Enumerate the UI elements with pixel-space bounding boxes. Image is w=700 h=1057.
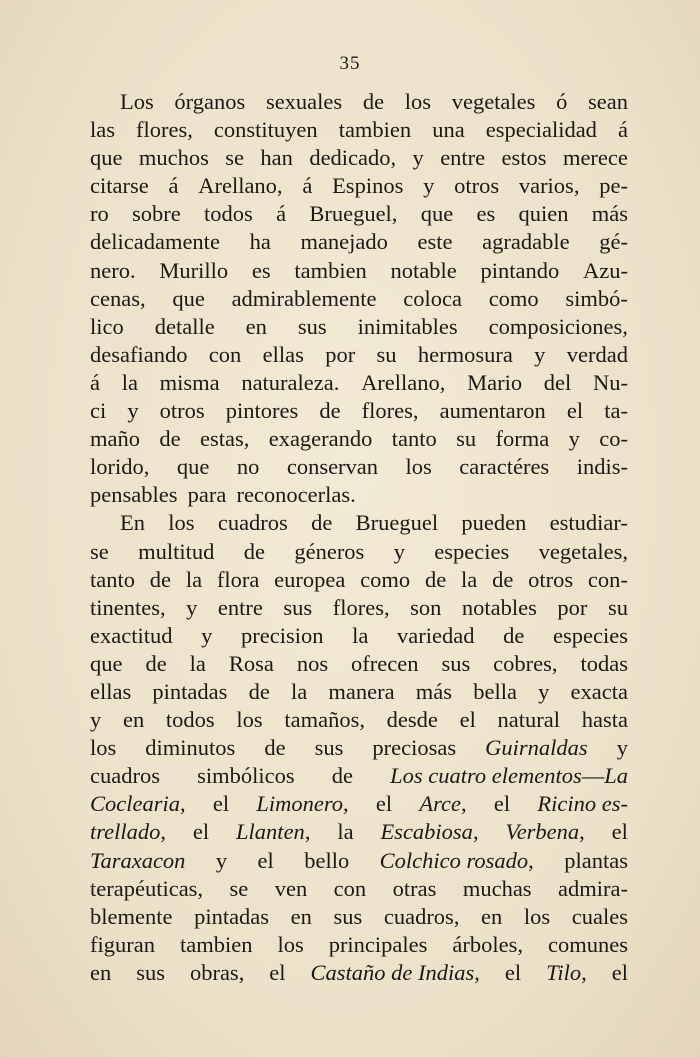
word: la: [337, 819, 354, 845]
word: principales: [328, 931, 428, 957]
word: ta-: [604, 398, 628, 424]
word: tambien: [179, 931, 253, 957]
text-line: [90, 875, 628, 903]
word: Ricino es-: [537, 791, 628, 817]
word: este: [417, 229, 453, 255]
word: géneros: [294, 538, 365, 564]
word: comunes: [547, 931, 628, 957]
word: en: [245, 313, 267, 339]
word: por: [325, 341, 356, 367]
word: ó: [556, 89, 568, 114]
text-line: [90, 566, 628, 594]
word: variedad: [397, 622, 475, 648]
text-line: [90, 594, 628, 622]
word: otros: [454, 173, 500, 199]
word: las: [90, 117, 115, 143]
word: á: [617, 117, 628, 143]
word: conservan: [286, 454, 379, 480]
word: pensables: [90, 482, 178, 508]
word: composiciones,: [488, 313, 628, 339]
word: y: [90, 707, 102, 733]
word: la: [352, 622, 369, 648]
word: sus: [297, 313, 327, 339]
word: los: [523, 903, 551, 929]
word: de: [145, 650, 167, 676]
word: á: [302, 173, 313, 199]
word: En: [120, 510, 145, 536]
word: Murillo: [159, 257, 229, 283]
word: y: [215, 847, 228, 873]
word: Verbena,: [505, 819, 585, 845]
word: preciosas: [372, 735, 457, 761]
word: plantas: [564, 847, 628, 873]
word: hasta: [581, 707, 628, 733]
word: detalle: [154, 313, 215, 339]
word: otras: [392, 875, 437, 901]
text-line: [90, 397, 628, 425]
word: vegetales: [451, 89, 536, 114]
word: que: [90, 650, 123, 676]
text-line: [90, 228, 628, 256]
word: de: [319, 398, 341, 424]
word: de: [248, 678, 270, 704]
word: flores,: [332, 594, 390, 620]
word: pintores: [225, 398, 299, 424]
word: manera: [328, 678, 395, 704]
word: tambien: [338, 117, 412, 143]
word: cuadros: [217, 510, 288, 536]
word: delicadamente: [90, 229, 220, 255]
word: Llanten,: [236, 819, 311, 845]
word: quien: [518, 201, 569, 227]
text-line: [90, 903, 628, 931]
word: que: [172, 285, 205, 311]
word: todos: [204, 201, 253, 227]
word: Arce,: [419, 791, 467, 817]
word: ellas: [262, 341, 304, 367]
word: el: [375, 791, 393, 817]
word: dedicado,: [309, 145, 397, 171]
word: Azu-: [583, 257, 628, 283]
word: sobre: [132, 201, 181, 227]
word: cenas,: [90, 285, 146, 311]
word: tamaños,: [284, 707, 365, 733]
word: indis-: [576, 454, 628, 480]
word: el: [566, 398, 584, 424]
word: aumentaron: [439, 398, 546, 424]
word: todos: [165, 707, 215, 733]
word: sus: [136, 959, 165, 985]
word: es: [476, 201, 496, 227]
word: admirablemente: [231, 285, 377, 311]
word: de: [362, 89, 385, 114]
text-line: [90, 257, 628, 285]
word: Limonero,: [256, 791, 349, 817]
text-line: [90, 425, 628, 453]
word: una: [432, 117, 465, 143]
text-line: [90, 172, 628, 200]
word: de: [311, 510, 333, 536]
word: en: [122, 707, 145, 733]
word: forma: [495, 426, 550, 452]
word: naturaleza.: [241, 369, 340, 395]
word: de: [503, 622, 525, 648]
word: cuales: [571, 903, 628, 929]
word: de: [149, 566, 172, 592]
word: exacta: [570, 678, 628, 704]
word: es: [251, 257, 271, 283]
word: cobres,: [493, 650, 558, 676]
word: multitud: [138, 538, 215, 564]
word: los: [90, 735, 117, 761]
word: Los cuatro elementos—La: [390, 763, 628, 789]
text-line: [90, 88, 628, 116]
word: tanto: [90, 566, 135, 592]
word: exagerando: [268, 426, 373, 452]
word: la: [121, 369, 138, 395]
word: con-: [587, 566, 628, 592]
word: han: [260, 145, 293, 171]
text-line: [90, 650, 628, 678]
word: tinentes,: [90, 594, 166, 620]
word: cuadros,: [383, 903, 460, 929]
word: lico: [90, 313, 124, 339]
word: sus: [314, 735, 344, 761]
word: sus: [283, 594, 313, 620]
word: y: [393, 538, 405, 564]
text-line: [90, 453, 628, 481]
word: que: [420, 201, 454, 227]
word: vegetales,: [538, 538, 628, 564]
word: Nu-: [592, 369, 628, 395]
word: de: [243, 538, 265, 564]
word: los: [277, 931, 304, 957]
word: se: [229, 875, 249, 901]
word: trellado,: [90, 819, 167, 845]
word: más: [591, 201, 628, 227]
word: sus: [333, 903, 363, 929]
word: otros: [159, 398, 205, 424]
word: especies: [434, 538, 510, 564]
text-line: [90, 369, 628, 397]
word: de: [159, 426, 181, 452]
word: de: [424, 566, 447, 592]
word: Rosa: [228, 650, 274, 676]
word: flores,: [136, 117, 193, 143]
word: el: [459, 707, 476, 733]
text-line: [90, 847, 628, 875]
word: como: [360, 566, 411, 592]
word: especies: [553, 622, 628, 648]
word: se: [90, 538, 109, 564]
text-line: [90, 622, 628, 650]
word: agradable: [482, 229, 570, 255]
word: pintadas: [194, 903, 270, 929]
word: sean: [588, 89, 628, 114]
word: que: [90, 145, 123, 171]
word: precision: [241, 622, 324, 648]
word: notables: [461, 594, 537, 620]
word: el: [269, 959, 286, 985]
text-line: [90, 144, 628, 172]
word: pintando: [480, 257, 560, 283]
page-number: 35: [339, 53, 361, 74]
word: y: [534, 341, 546, 367]
word: Brueguel,: [309, 201, 398, 227]
word: nero.: [90, 257, 136, 283]
text-line: [90, 818, 628, 846]
word: de: [492, 566, 514, 592]
word: maño: [90, 426, 140, 452]
word: obras,: [189, 959, 245, 985]
word: como: [488, 285, 539, 311]
word: pe-: [599, 173, 628, 199]
body-text: [90, 88, 628, 987]
word: el: [504, 959, 522, 985]
word: notable: [390, 257, 457, 283]
word: el: [493, 791, 511, 817]
word: son: [410, 594, 442, 620]
word: bello: [304, 847, 350, 873]
word: pueden: [461, 510, 527, 536]
text-line: [90, 706, 628, 734]
word: Brueguel: [355, 510, 439, 536]
word: con: [333, 875, 367, 901]
word: la: [461, 566, 478, 592]
word: gé-: [599, 229, 628, 255]
word: bella: [473, 678, 517, 704]
word: otros: [528, 566, 574, 592]
word: citarse: [90, 173, 149, 199]
word: diminutos: [145, 735, 236, 761]
word: el: [192, 819, 210, 845]
word: europea: [274, 566, 346, 592]
word: entre: [217, 594, 263, 620]
word: más: [415, 678, 453, 704]
text-line: [90, 200, 628, 228]
text-line: [90, 678, 628, 706]
word: estas,: [199, 426, 250, 452]
word: flores,: [361, 398, 419, 424]
word: del: [543, 369, 572, 395]
word: el: [611, 819, 628, 845]
word: órganos: [174, 89, 246, 114]
word: tanto: [391, 426, 437, 452]
word: la: [185, 566, 203, 592]
word: Espinos: [332, 173, 404, 199]
word: el: [257, 847, 274, 873]
word: inimitables: [357, 313, 458, 339]
word: en: [290, 903, 312, 929]
word: reconocerlas.: [236, 482, 356, 508]
word: merece: [562, 145, 628, 171]
word: los: [168, 510, 195, 536]
word: Arellano,: [198, 173, 283, 199]
word: co-: [599, 426, 628, 452]
word: exactitud: [90, 622, 173, 648]
word: la: [189, 650, 206, 676]
text-line: [90, 509, 628, 537]
word: desde: [386, 707, 438, 733]
word: su: [376, 341, 397, 367]
word: los: [404, 89, 432, 114]
word: Colchico rosado,: [379, 847, 534, 873]
word: y: [616, 735, 628, 761]
word: ro: [90, 201, 109, 227]
word: muchas: [462, 875, 532, 901]
word: manejado: [300, 229, 388, 255]
word: en: [481, 903, 503, 929]
text-line: [90, 538, 628, 566]
word: no: [236, 454, 260, 480]
word: á: [168, 173, 179, 199]
text-line: [90, 313, 628, 341]
word: verdad: [566, 341, 628, 367]
word: ci: [90, 398, 107, 424]
word: muchos: [138, 145, 209, 171]
word: el: [212, 791, 230, 817]
word: admira-: [558, 875, 628, 901]
word: de: [264, 735, 286, 761]
word: el: [611, 959, 628, 985]
word: y: [538, 678, 550, 704]
word: árboles,: [452, 931, 523, 957]
word: constituyen: [213, 117, 318, 143]
word: y: [127, 398, 139, 424]
word: Los: [120, 89, 154, 114]
word: ellas: [90, 678, 132, 704]
word: Guirnaldas: [485, 735, 588, 761]
word: Coclearia,: [90, 791, 186, 817]
word: su: [456, 426, 477, 452]
word: pintadas: [152, 678, 228, 704]
text-line: [90, 790, 628, 818]
word: por: [557, 594, 588, 620]
word: flora: [216, 566, 260, 592]
text-line: [90, 285, 628, 313]
word: cuadros: [90, 763, 160, 789]
word: todas: [580, 650, 628, 676]
text-line: [90, 762, 628, 790]
word: natural: [497, 707, 561, 733]
word: nos: [296, 650, 329, 676]
word: terapéuticas,: [90, 875, 204, 901]
word: su: [607, 594, 628, 620]
word: estudiar-: [549, 510, 628, 536]
word: simbó-: [565, 285, 628, 311]
word: hermosura: [417, 341, 513, 367]
text-line: [90, 959, 628, 987]
word: y: [568, 426, 580, 452]
word: sus: [441, 650, 471, 676]
word: entre: [440, 145, 486, 171]
word: coloca: [403, 285, 462, 311]
text-line: [90, 116, 628, 144]
word: Mario: [467, 369, 523, 395]
word: de: [331, 763, 353, 789]
word: y: [412, 145, 424, 171]
word: lorido,: [90, 454, 150, 480]
word: ha: [249, 229, 271, 255]
word: los: [405, 454, 432, 480]
word: con: [208, 341, 242, 367]
word: que: [176, 454, 210, 480]
word: ofrecen: [351, 650, 419, 676]
word: sexuales: [265, 89, 343, 114]
word: Escabiosa,: [380, 819, 479, 845]
word: estos: [501, 145, 547, 171]
word: misma: [159, 369, 220, 395]
text-line: [90, 481, 628, 509]
word: y: [201, 622, 213, 648]
word: y: [423, 173, 435, 199]
word: y: [186, 594, 198, 620]
word: Arellano,: [361, 369, 446, 395]
word: la: [290, 678, 308, 704]
word: tambien: [294, 257, 367, 283]
word: especialidad: [485, 117, 597, 143]
word: á: [276, 201, 287, 227]
word: para: [187, 482, 227, 508]
word: figuran: [90, 931, 155, 957]
word: los: [236, 707, 263, 733]
word: simbólicos: [197, 763, 295, 789]
text-line: [90, 931, 628, 959]
word: blemente: [90, 903, 173, 929]
word: se: [225, 145, 245, 171]
word: Castaño de Indias,: [310, 959, 480, 985]
word: en: [90, 959, 112, 985]
text-line: [90, 341, 628, 369]
word: Tilo,: [546, 959, 587, 985]
text-line: [90, 734, 628, 762]
word: varios,: [518, 173, 580, 199]
word: ven: [274, 875, 308, 901]
word: Taraxacon: [90, 847, 186, 873]
word: á: [90, 369, 100, 395]
word: caractéres: [459, 454, 550, 480]
word: desafiando: [90, 341, 188, 367]
